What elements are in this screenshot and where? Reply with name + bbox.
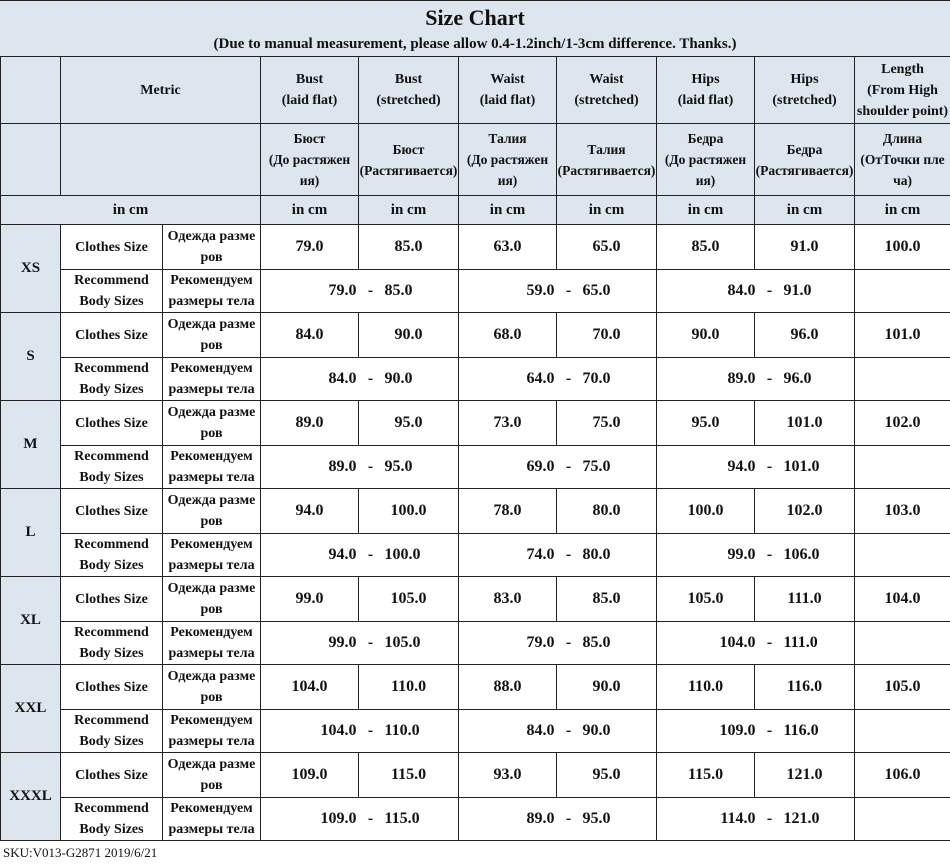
header-waist-flat: Waist (laid flat) bbox=[459, 57, 557, 124]
value-waist-flat: 78.0 bbox=[459, 489, 557, 534]
header-ru-length: Длина (ОтТочки пле ча) bbox=[855, 124, 950, 196]
value-bust-flat: 89.0 bbox=[261, 401, 359, 446]
clothes-size-label: Clothes Size bbox=[61, 489, 163, 534]
recommended-bust-range: 99.0 - 105.0 bbox=[261, 622, 459, 665]
recommended-hips-range: 84.0 - 91.0 bbox=[657, 270, 855, 313]
value-bust-stretched: 115.0 bbox=[359, 753, 459, 798]
value-waist-stretched: 95.0 bbox=[557, 753, 657, 798]
value-bust-flat: 84.0 bbox=[261, 313, 359, 358]
table-row bbox=[1, 577, 950, 622]
header-ru-waist-flat: Талия (До растяжен ия) bbox=[459, 124, 557, 196]
empty-length-cell bbox=[855, 270, 950, 313]
unit-cell: in cm bbox=[261, 196, 359, 225]
value-bust-stretched: 100.0 bbox=[359, 489, 459, 534]
value-bust-stretched: 85.0 bbox=[359, 225, 459, 270]
value-waist-flat: 68.0 bbox=[459, 313, 557, 358]
table-row bbox=[1, 225, 950, 270]
header-blank bbox=[1, 57, 61, 124]
table-row bbox=[1, 270, 950, 313]
value-hips-stretched: 102.0 bbox=[755, 489, 855, 534]
empty-length-cell bbox=[855, 534, 950, 577]
recommended-bust-range: 79.0 - 85.0 bbox=[261, 270, 459, 313]
header-ru-bust-stretched: Бюст (Растягивается) bbox=[359, 124, 459, 196]
header-ru-bust-flat: Бюст (До растяжен ия) bbox=[261, 124, 359, 196]
value-waist-flat: 83.0 bbox=[459, 577, 557, 622]
value-hips-flat: 85.0 bbox=[657, 225, 755, 270]
recommended-bust-range: 94.0 - 100.0 bbox=[261, 534, 459, 577]
value-length: 106.0 bbox=[855, 753, 950, 798]
size-label: S bbox=[1, 313, 61, 401]
recommended-bust-range: 89.0 - 95.0 bbox=[261, 446, 459, 489]
value-length: 103.0 bbox=[855, 489, 950, 534]
clothes-size-label: Clothes Size bbox=[61, 665, 163, 710]
header-bust-stretched: Bust (stretched) bbox=[359, 57, 459, 124]
value-hips-stretched: 96.0 bbox=[755, 313, 855, 358]
value-bust-stretched: 90.0 bbox=[359, 313, 459, 358]
header-hips-flat: Hips (laid flat) bbox=[657, 57, 755, 124]
recommended-hips-range: 99.0 - 106.0 bbox=[657, 534, 855, 577]
empty-length-cell bbox=[855, 622, 950, 665]
recommended-hips-range: 94.0 - 101.0 bbox=[657, 446, 855, 489]
recommend-label: Recommend Body Sizes bbox=[61, 798, 163, 841]
table-row bbox=[1, 753, 950, 798]
clothes-size-label: Clothes Size bbox=[61, 313, 163, 358]
value-hips-flat: 110.0 bbox=[657, 665, 755, 710]
recommend-label-ru: Рекомендуем размеры тела bbox=[163, 270, 261, 313]
header-blank bbox=[61, 124, 261, 196]
recommended-waist-range: 69.0 - 75.0 bbox=[459, 446, 657, 489]
header-bust-flat: Bust (laid flat) bbox=[261, 57, 359, 124]
title-block bbox=[0, 0, 950, 57]
recommended-hips-range: 89.0 - 96.0 bbox=[657, 358, 855, 401]
units-label: in cm bbox=[1, 196, 261, 225]
value-waist-stretched: 90.0 bbox=[557, 665, 657, 710]
table-row bbox=[1, 798, 950, 841]
sku-footer: SKU:V013-G2871 2019/6/21 bbox=[3, 845, 158, 860]
value-hips-flat: 90.0 bbox=[657, 313, 755, 358]
table-row bbox=[1, 534, 950, 577]
header-ru-hips-stretched: Бедра (Растягивается) bbox=[755, 124, 855, 196]
unit-cell: in cm bbox=[657, 196, 755, 225]
table-row bbox=[1, 313, 950, 358]
value-hips-flat: 95.0 bbox=[657, 401, 755, 446]
value-hips-stretched: 101.0 bbox=[755, 401, 855, 446]
size-label: M bbox=[1, 401, 61, 489]
clothes-size-label: Clothes Size bbox=[61, 753, 163, 798]
header-ru-waist-stretched: Талия (Растягивается) bbox=[557, 124, 657, 196]
value-waist-flat: 88.0 bbox=[459, 665, 557, 710]
chart-title: Size Chart bbox=[425, 5, 525, 30]
size-table bbox=[0, 56, 950, 841]
size-label: XS bbox=[1, 225, 61, 313]
size-label: XXXL bbox=[1, 753, 61, 841]
clothes-size-label-ru: Одежда разме ров bbox=[163, 225, 261, 270]
recommended-hips-range: 104.0 - 111.0 bbox=[657, 622, 855, 665]
value-hips-flat: 115.0 bbox=[657, 753, 755, 798]
clothes-size-label-ru: Одежда разме ров bbox=[163, 665, 261, 710]
value-bust-stretched: 105.0 bbox=[359, 577, 459, 622]
recommended-bust-range: 109.0 - 115.0 bbox=[261, 798, 459, 841]
table-row bbox=[1, 401, 950, 446]
empty-length-cell bbox=[855, 446, 950, 489]
table-row bbox=[1, 710, 950, 753]
recommended-waist-range: 79.0 - 85.0 bbox=[459, 622, 657, 665]
recommended-bust-range: 104.0 - 110.0 bbox=[261, 710, 459, 753]
value-waist-stretched: 85.0 bbox=[557, 577, 657, 622]
header-row-en bbox=[1, 57, 950, 124]
header-row-ru bbox=[1, 124, 950, 196]
value-bust-flat: 94.0 bbox=[261, 489, 359, 534]
value-length: 100.0 bbox=[855, 225, 950, 270]
value-length: 104.0 bbox=[855, 577, 950, 622]
value-bust-flat: 99.0 bbox=[261, 577, 359, 622]
recommend-label: Recommend Body Sizes bbox=[61, 446, 163, 489]
table-row bbox=[1, 358, 950, 401]
clothes-size-label-ru: Одежда разме ров bbox=[163, 489, 261, 534]
chart-subtitle: (Due to manual measurement, please allow 0.4-1.2inch/1-3cm difference. Thanks.) bbox=[213, 36, 737, 52]
clothes-size-label: Clothes Size bbox=[61, 401, 163, 446]
table-row bbox=[1, 665, 950, 710]
value-length: 105.0 bbox=[855, 665, 950, 710]
unit-cell: in cm bbox=[755, 196, 855, 225]
recommend-label: Recommend Body Sizes bbox=[61, 270, 163, 313]
recommended-waist-range: 64.0 - 70.0 bbox=[459, 358, 657, 401]
clothes-size-label: Clothes Size bbox=[61, 225, 163, 270]
unit-cell: in cm bbox=[855, 196, 950, 225]
empty-length-cell bbox=[855, 798, 950, 841]
value-waist-flat: 93.0 bbox=[459, 753, 557, 798]
clothes-size-label-ru: Одежда разме ров bbox=[163, 753, 261, 798]
recommend-label: Recommend Body Sizes bbox=[61, 622, 163, 665]
recommended-waist-range: 89.0 - 95.0 bbox=[459, 798, 657, 841]
value-length: 102.0 bbox=[855, 401, 950, 446]
value-hips-stretched: 91.0 bbox=[755, 225, 855, 270]
recommend-label-ru: Рекомендуем размеры тела bbox=[163, 446, 261, 489]
size-label: XL bbox=[1, 577, 61, 665]
value-bust-flat: 104.0 bbox=[261, 665, 359, 710]
recommend-label: Recommend Body Sizes bbox=[61, 710, 163, 753]
header-waist-stretched: Waist (stretched) bbox=[557, 57, 657, 124]
value-waist-stretched: 65.0 bbox=[557, 225, 657, 270]
recommend-label-ru: Рекомендуем размеры тела bbox=[163, 798, 261, 841]
empty-length-cell bbox=[855, 358, 950, 401]
header-length: Length (From High shoulder point) bbox=[855, 57, 950, 124]
header-ru-hips-flat: Бедра (До растяжен ия) bbox=[657, 124, 755, 196]
table-row bbox=[1, 489, 950, 534]
unit-cell: in cm bbox=[459, 196, 557, 225]
recommended-bust-range: 84.0 - 90.0 bbox=[261, 358, 459, 401]
units-row bbox=[1, 196, 950, 225]
header-metric: Metric bbox=[61, 57, 261, 124]
recommend-label-ru: Рекомендуем размеры тела bbox=[163, 710, 261, 753]
size-label: XXL bbox=[1, 665, 61, 753]
clothes-size-label-ru: Одежда разме ров bbox=[163, 313, 261, 358]
clothes-size-label-ru: Одежда разме ров bbox=[163, 577, 261, 622]
recommend-label: Recommend Body Sizes bbox=[61, 534, 163, 577]
header-hips-stretched: Hips (stretched) bbox=[755, 57, 855, 124]
unit-cell: in cm bbox=[557, 196, 657, 225]
table-row bbox=[1, 446, 950, 489]
value-bust-stretched: 95.0 bbox=[359, 401, 459, 446]
recommend-label-ru: Рекомендуем размеры тела bbox=[163, 622, 261, 665]
value-waist-stretched: 70.0 bbox=[557, 313, 657, 358]
value-bust-flat: 109.0 bbox=[261, 753, 359, 798]
value-hips-stretched: 111.0 bbox=[755, 577, 855, 622]
unit-cell: in cm bbox=[359, 196, 459, 225]
value-waist-stretched: 75.0 bbox=[557, 401, 657, 446]
value-bust-flat: 79.0 bbox=[261, 225, 359, 270]
recommended-waist-range: 84.0 - 90.0 bbox=[459, 710, 657, 753]
value-hips-stretched: 116.0 bbox=[755, 665, 855, 710]
clothes-size-label: Clothes Size bbox=[61, 577, 163, 622]
recommend-label-ru: Рекомендуем размеры тела bbox=[163, 358, 261, 401]
recommend-label-ru: Рекомендуем размеры тела bbox=[163, 534, 261, 577]
recommended-waist-range: 59.0 - 65.0 bbox=[459, 270, 657, 313]
recommend-label: Recommend Body Sizes bbox=[61, 358, 163, 401]
value-bust-stretched: 110.0 bbox=[359, 665, 459, 710]
recommended-hips-range: 109.0 - 116.0 bbox=[657, 710, 855, 753]
empty-length-cell bbox=[855, 710, 950, 753]
recommended-hips-range: 114.0 - 121.0 bbox=[657, 798, 855, 841]
value-hips-flat: 105.0 bbox=[657, 577, 755, 622]
clothes-size-label-ru: Одежда разме ров bbox=[163, 401, 261, 446]
recommended-waist-range: 74.0 - 80.0 bbox=[459, 534, 657, 577]
header-blank bbox=[1, 124, 61, 196]
value-hips-flat: 100.0 bbox=[657, 489, 755, 534]
size-label: L bbox=[1, 489, 61, 577]
table-row bbox=[1, 622, 950, 665]
value-length: 101.0 bbox=[855, 313, 950, 358]
value-waist-flat: 73.0 bbox=[459, 401, 557, 446]
value-waist-stretched: 80.0 bbox=[557, 489, 657, 534]
value-hips-stretched: 121.0 bbox=[755, 753, 855, 798]
value-waist-flat: 63.0 bbox=[459, 225, 557, 270]
